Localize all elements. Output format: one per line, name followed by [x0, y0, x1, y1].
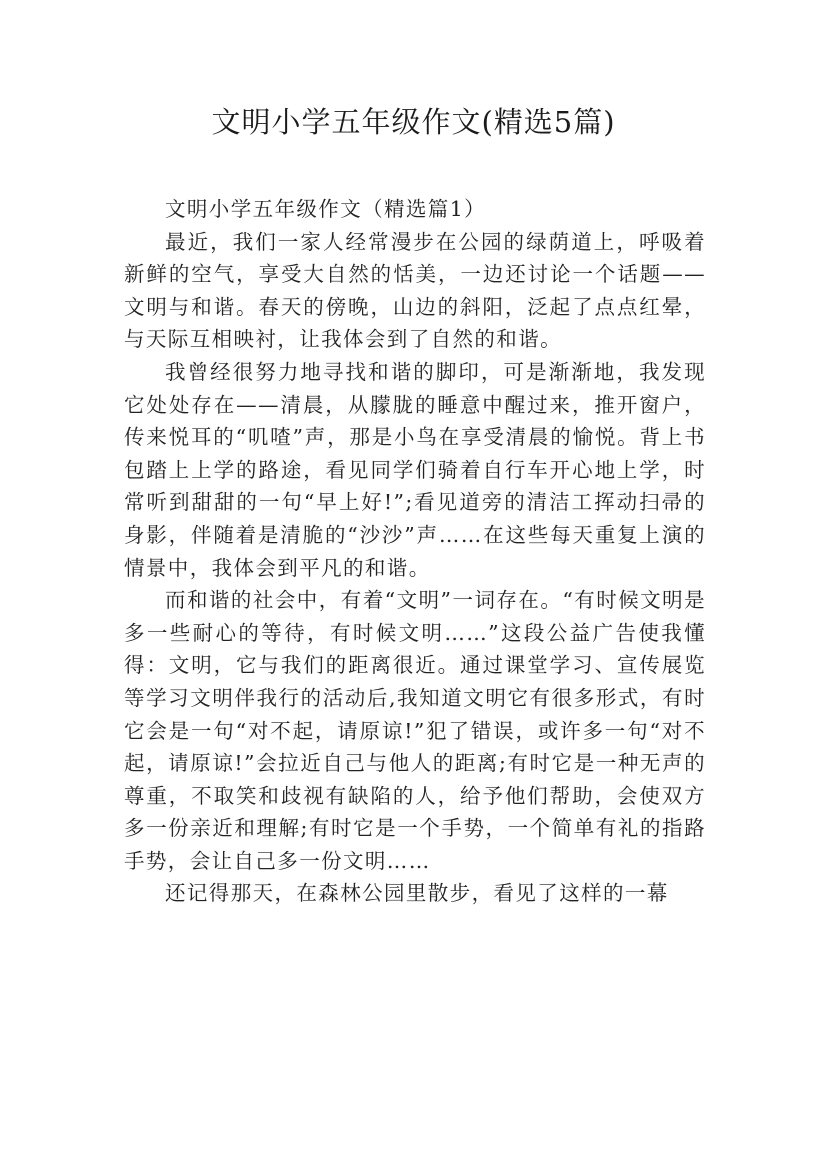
document-body: [124, 193, 706, 910]
section-heading: 文明小学五年级作文（精选篇1）: [165, 197, 487, 221]
paragraph-2: 我曾经很努力地寻找和谐的脚印，可是渐渐地，我发现它处处存在——清晨，从朦胧的睡意中醒过来，推开窗户，传来悦耳的“叽喳”声，那是小鸟在享受清晨的愉悦。背上书包踏上上学的路途，看见同学们骑着自行车开心地上学，时常听到甜甜的一句“早上好!”;看见道旁的清洁工挥动扫帚的身影，伴随着是清脆的“沙沙”声……在这些每天重复上演的情景中，我体会到平凡的和谐。: [124, 359, 706, 580]
paragraph-4: 还记得那天，在森林公园里散步，看见了这样的一幕: [165, 881, 669, 906]
paragraph-1: 最近，我们一家人经常漫步在公园的绿荫道上，呼吸着新鲜的空气，享受大自然的恬美，一边还讨论一个话题——文明与和谐。春天的傍晚，山边的斜阳，泛起了点点红晕，与天际互相映衬，让我体会到了自然的和谐。: [124, 229, 706, 352]
paragraph-3: 而和谐的社会中，有着“文明”一词存在。“有时候文明是多一些耐心的等待，有时候文明……”这段公益广告使我懂得：文明，它与我们的距离很近。通过课堂学习、宣传展览等学习文明伴我行的活动后,我知道文明它有很多形式，有时它会是一句“对不起，请原谅!”犯了错误，或许多一句“对不起，请原谅!”会拉近自己与他人的距离;有时它是一种无声的尊重，不取笑和歧视有缺陷的人，给予他们帮助，会使双方多一份亲近和理解;有时它是一个手势，一个简单有礼的指路手势，会让自己多一份文明……: [124, 588, 706, 873]
document-title: 文明小学五年级作文(精选5篇): [211, 105, 616, 139]
